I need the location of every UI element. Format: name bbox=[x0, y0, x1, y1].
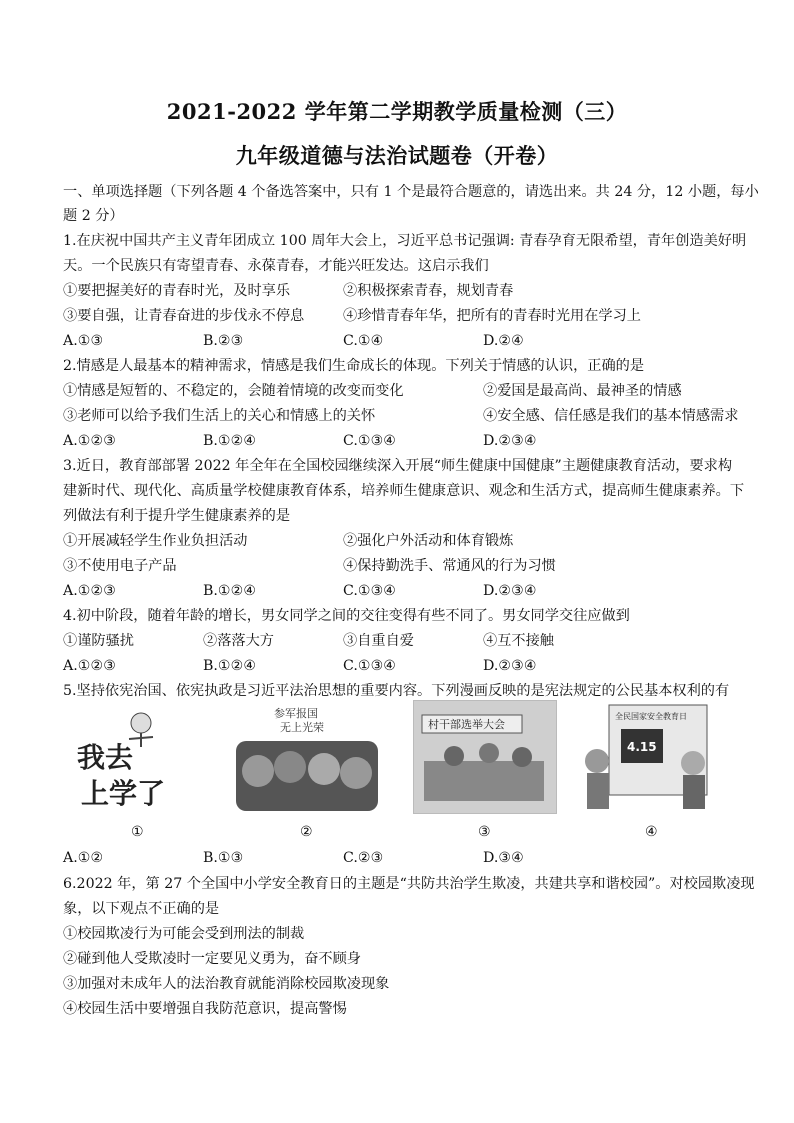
q1-statement-1: ①要把握美好的青春时光，及时享乐 bbox=[63, 283, 291, 299]
q6-statement-4: ④校园生活中要增强自我防范意识，提高警惕 bbox=[63, 1001, 347, 1017]
section-intro: 一、单项选择题（下列各题 4 个备选答案中，只有 1 个是最符合题意的，请选出来。共 24 分，12 小题，每小 bbox=[63, 184, 759, 200]
q2-statement-1: ①情感是短暂的、不稳定的，会随着情境的改变而变化 bbox=[63, 383, 404, 399]
cartoon-3-caption: ③ bbox=[478, 824, 491, 840]
q4-statement-4: ④互不接触 bbox=[483, 633, 554, 649]
q2-choice-c: C.①③④ bbox=[343, 433, 397, 449]
q6-statement-3: ③加强对未成年人的法治教育就能消除校园欺凌现象 bbox=[63, 976, 390, 992]
cartoon-3-text: 村干部选举大会 bbox=[428, 718, 505, 731]
cartoon-1-caption: ① bbox=[131, 824, 144, 840]
cartoon-2-text-line2: 无上光荣 bbox=[280, 721, 324, 734]
cartoon-1-text-line1: 我去 bbox=[77, 741, 134, 774]
q3-choice-b: B.①②④ bbox=[203, 583, 257, 599]
cartoon-4-text-line1: 全民国家安全教育日 bbox=[615, 712, 687, 721]
q5-choice-d: D.③④ bbox=[483, 850, 524, 866]
q4-statement-3: ③自重自爱 bbox=[343, 633, 414, 649]
q5-stem: 5.坚持依宪治国、依宪执政是习近平法治思想的重要内容。下列漫画反映的是宪法规定的公民基本权利的有 bbox=[63, 683, 730, 699]
q5-choice-b: B.①③ bbox=[203, 850, 244, 866]
cartoon-2-image bbox=[227, 700, 387, 814]
q1-statement-2: ②积极探索青春，规划青春 bbox=[343, 283, 514, 299]
q1-stem-cont: 天。一个民族只有寄望青春、永葆青春，才能兴旺发达。这启示我们 bbox=[63, 258, 489, 274]
q1-choice-a: A.①③ bbox=[63, 333, 104, 349]
q1-choice-b: B.②③ bbox=[203, 333, 244, 349]
q5-choice-a: A.①② bbox=[63, 850, 104, 866]
q6-stem-cont: 象，以下观点不正确的是 bbox=[63, 901, 220, 917]
cartoon-1-text-line2: 上学了 bbox=[81, 777, 166, 810]
q3-statement-3: ③不使用电子产品 bbox=[63, 558, 177, 574]
page-title: 2021-2022 学年第二学期教学质量检测（三） bbox=[166, 99, 628, 124]
q4-choice-c: C.①③④ bbox=[343, 658, 397, 674]
cartoon-4-image bbox=[580, 700, 720, 814]
q6-stem: 6.2022 年，第 27 个全国中小学安全教育日的主题是“共防共治学生欺凌，共建共享和谐校园”。对校园欺凌现 bbox=[63, 876, 755, 892]
q3-stem-cont-2: 列做法有利于提升学生健康素养的是 bbox=[63, 508, 291, 524]
q1-statement-4: ④珍惜青春年华，把所有的青春时光用在学习上 bbox=[343, 308, 641, 324]
q1-statement-3: ③要自强，让青春奋进的步伐永不停息 bbox=[63, 308, 305, 324]
q3-stem: 3.近日，教育部部署 2022 年全年在全国校园继续深入开展“师生健康中国健康”主题健康教育活动，要求构 bbox=[63, 458, 733, 474]
q4-statement-1: ①谨防骚扰 bbox=[63, 633, 134, 649]
q4-choice-a: A.①②③ bbox=[63, 658, 116, 674]
q3-statement-1: ①开展减轻学生作业负担活动 bbox=[63, 533, 248, 549]
cartoon-2-caption: ② bbox=[300, 824, 313, 840]
q1-stem: 1.在庆祝中国共产主义青年团成立 100 周年大会上，习近平总书记强调: 青春孕育无限希望，青年创造美好明 bbox=[63, 233, 747, 249]
q2-stem: 2.情感是人最基本的精神需求，情感是我们生命成长的体现。下列关于情感的认识，正确的是 bbox=[63, 358, 645, 374]
q3-statement-4: ④保持勤洗手、常通风的行为习惯 bbox=[343, 558, 556, 574]
section-intro-cont: 题 2 分） bbox=[63, 208, 124, 224]
q2-statement-4: ④安全感、信任感是我们的基本情感需求 bbox=[483, 408, 739, 424]
q5-choice-c: C.②③ bbox=[343, 850, 384, 866]
q1-choice-d: D.②④ bbox=[483, 333, 524, 349]
q4-choice-b: B.①②④ bbox=[203, 658, 257, 674]
q3-choice-d: D.②③④ bbox=[483, 583, 537, 599]
q4-choice-d: D.②③④ bbox=[483, 658, 537, 674]
q3-statement-2: ②强化户外活动和体育锻炼 bbox=[343, 533, 514, 549]
q3-choice-c: C.①③④ bbox=[343, 583, 397, 599]
q1-choice-c: C.①④ bbox=[343, 333, 384, 349]
q2-statement-3: ③老师可以给予我们生活上的关心和情感上的关怀 bbox=[63, 408, 376, 424]
q2-choice-a: A.①②③ bbox=[63, 433, 116, 449]
page-subtitle: 九年级道德与法治试题卷（开卷） bbox=[235, 143, 559, 168]
q2-statement-2: ②爱国是最高尚、最神圣的情感 bbox=[483, 383, 682, 399]
q4-statement-2: ②落落大方 bbox=[203, 633, 274, 649]
cartoon-2-text-line1: 参军报国 bbox=[274, 707, 318, 720]
q2-choice-b: B.①②④ bbox=[203, 433, 257, 449]
cartoon-4-caption: ④ bbox=[645, 824, 658, 840]
q2-choice-d: D.②③④ bbox=[483, 433, 537, 449]
q6-statement-1: ①校园欺凌行为可能会受到刑法的制裁 bbox=[63, 926, 305, 942]
q3-stem-cont-1: 建新时代、现代化、高质量学校健康教育体系，培养师生健康意识、观念和生活方式，提高师生健康素养。下 bbox=[63, 483, 745, 499]
q4-stem: 4.初中阶段，随着年龄的增长，男女同学之间的交往变得有些不同了。男女同学交往应做到 bbox=[63, 608, 630, 624]
q6-statement-2: ②碰到他人受欺凌时一定要见义勇为，奋不顾身 bbox=[63, 951, 361, 967]
cartoon-3-image bbox=[413, 700, 557, 814]
cartoon-1-image bbox=[70, 700, 190, 814]
q3-choice-a: A.①②③ bbox=[63, 583, 116, 599]
cartoon-4-text-line2: 4.15 bbox=[627, 740, 657, 754]
